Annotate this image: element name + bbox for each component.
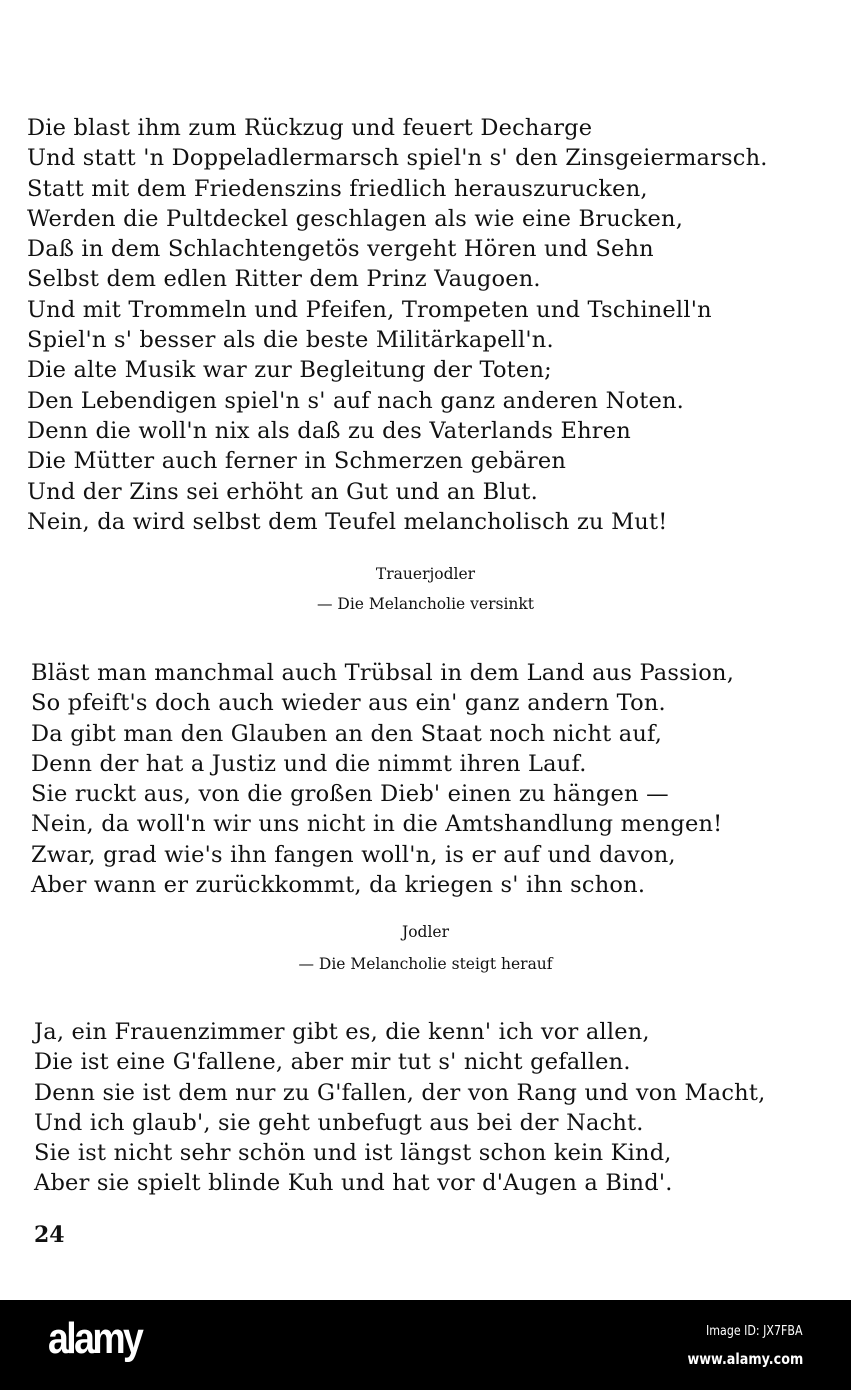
verse-line: Denn sie ist dem nur zu G'fallen, der von Rang und von Macht,	[34, 1079, 766, 1106]
verse-line: Die Mütter auch ferner in Schmerzen gebären	[27, 448, 567, 475]
watermark-url: www.alamy.com	[687, 1350, 803, 1368]
verse-line: Zwar, grad wie's ihn fangen woll'n, is er auf und davon,	[31, 841, 676, 868]
verse-line: Und statt 'n Doppeladlermarsch spiel'n s' den Zinsgeiermarsch.	[27, 145, 768, 172]
verse-line: Bläst man manchmal auch Trübsal in dem Land aus Passion,	[31, 660, 735, 686]
stanza-2	[31, 658, 734, 900]
verse-line: Werden die Pultdeckel geschlagen als wie eine Brucken,	[27, 205, 684, 232]
verse-line: Die alte Musik war zur Begleitung der Toten;	[27, 357, 552, 384]
verse-line: Nein, da woll'n wir uns nicht in die Amtshandlung mengen!	[31, 811, 723, 838]
verse-line: Da gibt man den Glauben an den Staat noch nicht auf,	[31, 720, 663, 747]
verse-line: Und ich glaub', sie geht unbefugt aus bei der Nacht.	[34, 1109, 644, 1136]
verse-line: Aber wann er zurückkommt, da kriegen s' ihn schon.	[31, 872, 646, 899]
verse-line: Nein, da wird selbst dem Teufel melancholisch zu Mut!	[27, 508, 668, 535]
verse-line: So pfeift's doch auch wieder aus ein' ganz andern Ton.	[31, 690, 666, 717]
verse-line: Und mit Trommeln und Pfeifen, Trompeten und Tschinell'n	[27, 296, 712, 323]
verse-line: Daß in dem Schlachtengetös vergeht Hören und Sehn	[27, 236, 654, 263]
verse-line: Und der Zins sei erhöht an Gut und an Blut.	[27, 478, 538, 505]
verse-line: Die ist eine G'fallene, aber mir tut s' nicht gefallen.	[34, 1049, 631, 1076]
verse-line: Denn die woll'n nix als daß zu des Vaterlands Ehren	[27, 417, 631, 444]
verse-line: Selbst dem edlen Ritter dem Prinz Vaugoen.	[27, 266, 541, 293]
verse-line: Ja, ein Frauenzimmer gibt es, die kenn' ich vor allen,	[34, 1019, 650, 1045]
verse-line: Den Lebendigen spiel'n s' auf nach ganz anderen Noten.	[27, 387, 685, 414]
verse-line: Die blast ihm zum Rückzug und feuert Decharge	[27, 115, 593, 141]
page-number: 24	[34, 1222, 65, 1248]
section-heading-trauerjodler: Trauerjodler	[375, 565, 476, 583]
verse-line: Statt mit dem Friedenszins friedlich herauszurucken,	[27, 175, 648, 202]
verse-line: Spiel'n s' besser als die beste Militärkapell'n.	[27, 327, 554, 354]
alamy-logo: alamy	[48, 1314, 142, 1363]
section-subtitle: — Die Melancholie steigt herauf	[298, 955, 553, 973]
stanza-1	[27, 113, 768, 537]
verse-line: Aber sie spielt blinde Kuh und hat vor d'Augen a Bind'.	[34, 1170, 673, 1197]
verse-line: Sie ist nicht sehr schön und ist längst schon kein Kind,	[34, 1140, 672, 1167]
watermark-banner	[0, 1300, 851, 1390]
verse-line: Denn der hat a Justiz und die nimmt ihren Lauf.	[31, 750, 587, 777]
stanza-3	[34, 1017, 765, 1199]
image-id: Image ID: JX7FBA	[706, 1324, 803, 1339]
section-subtitle: — Die Melancholie versinkt	[317, 595, 534, 613]
verse-line: Sie ruckt aus, von die großen Dieb' einen zu hängen —	[31, 781, 669, 808]
section-heading-jodler: Jodler	[401, 923, 449, 941]
